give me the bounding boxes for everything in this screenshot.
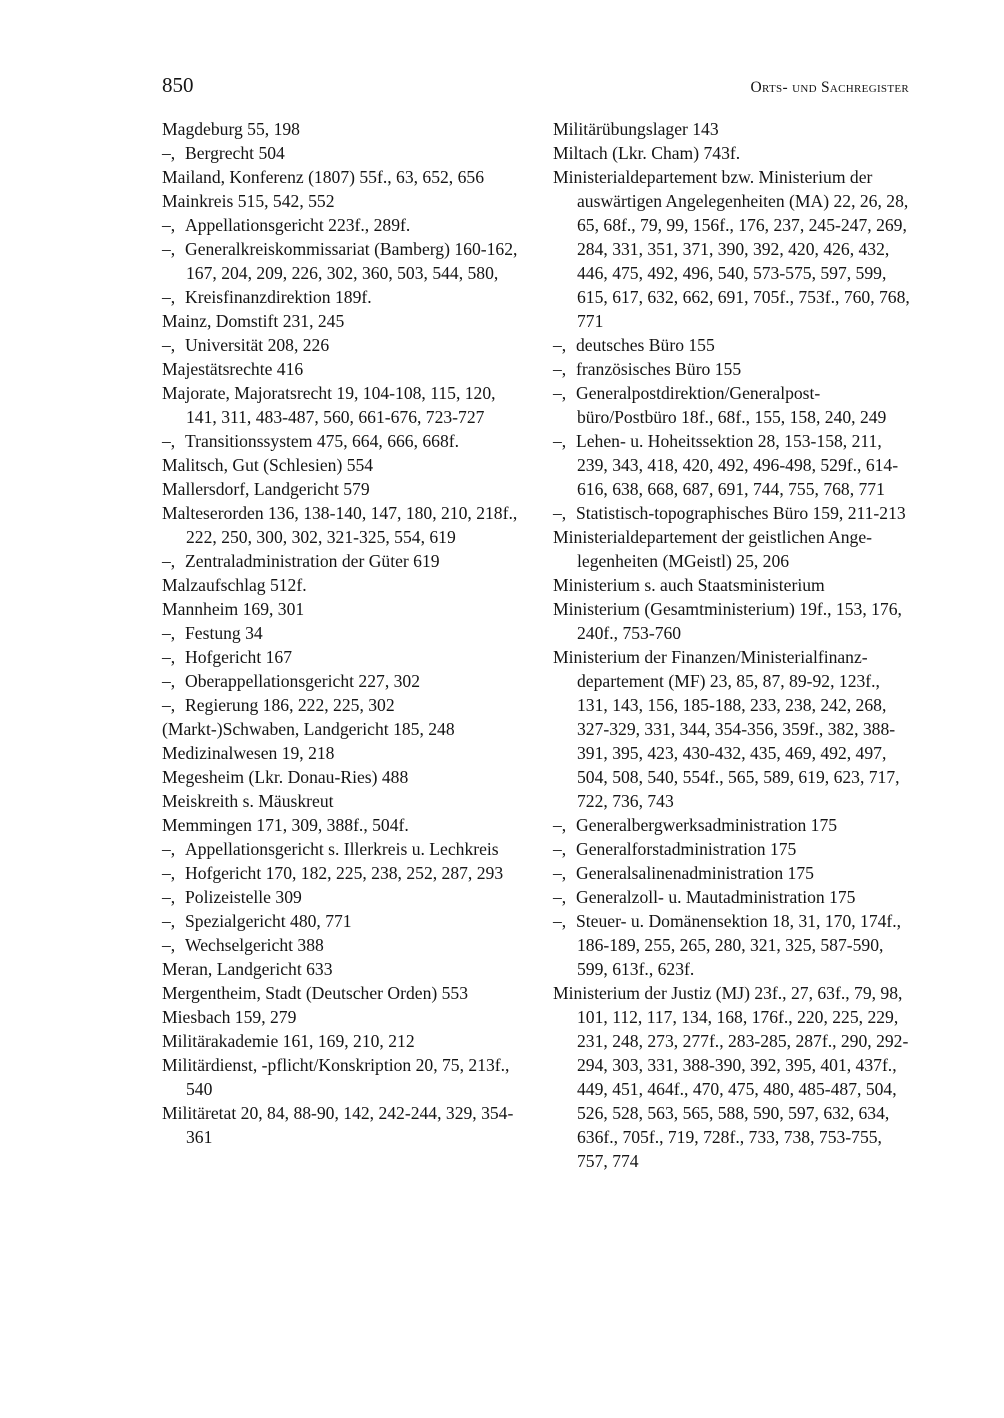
index-entry — [162, 357, 522, 381]
entry-text: Oberappellationsgericht 227, 302 — [185, 671, 421, 691]
subentry-marker: –, — [162, 839, 176, 859]
subentry-marker: –, — [162, 695, 176, 715]
subentry-marker: –, — [553, 383, 567, 403]
subentry-marker: –, — [553, 911, 567, 931]
subentry-marker: –, — [162, 143, 176, 163]
index-entry — [162, 453, 522, 477]
entry-text: Ministerium (Gesamtministerium) 19f., 153, 176, 240f., 753-760 — [553, 599, 902, 643]
index-subentry — [162, 909, 522, 933]
index-entry — [162, 477, 522, 501]
index-subentry — [162, 285, 522, 309]
index-subentry — [162, 885, 522, 909]
entry-text: Generalzoll- u. Mautadministration 175 — [576, 887, 856, 907]
subentry-marker: –, — [162, 887, 176, 907]
entry-text: Hofgericht 167 — [185, 647, 292, 667]
index-subentry — [553, 861, 915, 885]
entry-text: Lehen- u. Hoheitssektion 28, 153-158, 211, 239, 343, 418, 420, 492, 496-498, 529f., 614-616, 638, 668, 687, 691, 744, 755, 768, 771 — [576, 431, 899, 499]
subentry-marker: –, — [553, 335, 567, 355]
entry-text: Festung 34 — [185, 623, 263, 643]
subentry-marker: –, — [162, 287, 176, 307]
index-entry — [553, 981, 915, 1173]
entry-text: Majestätsrechte 416 — [162, 359, 304, 379]
index-entry — [162, 1029, 522, 1053]
subentry-marker: –, — [162, 551, 176, 571]
entry-text: Ministerialdepartement der geistlichen Ange-legenheiten (MGeistl) 25, 206 — [553, 527, 873, 571]
subentry-marker: –, — [162, 671, 176, 691]
entry-text: Ministerium der Justiz (MJ) 23f., 27, 63f., 79, 98, 101, 112, 117, 134, 168, 176f., 220, 225, 229, 231, 248, 273, 277f., 283-285, 287f., 290, 292-294, 303, 331, 388-390, 392, 395, 401, 437f., 449, 451, 464f., 470, 475, 480, 485-487, 504, 526, 528, 563, 565, 588, 590, 597, 632, 634, 636f., 705f., 719, 728f., 733, 738, 753-755, 757, 774 — [553, 983, 909, 1171]
entry-text: Generalforstadministration 175 — [576, 839, 797, 859]
index-entry — [162, 981, 522, 1005]
index-entry — [162, 381, 522, 429]
index-subentry — [553, 909, 915, 981]
entry-text: Statistisch-topographisches Büro 159, 211-213 — [576, 503, 906, 523]
index-subentry — [553, 813, 915, 837]
index-entry — [162, 573, 522, 597]
index-subentry — [162, 621, 522, 645]
index-subentry — [553, 429, 915, 501]
page-header — [162, 70, 909, 100]
entry-text: Miltach (Lkr. Cham) 743f. — [553, 143, 741, 163]
index-entry — [162, 765, 522, 789]
index-entry — [162, 309, 522, 333]
index-subentry — [162, 237, 522, 285]
entry-text: Steuer- u. Domänensektion 18, 31, 170, 174f., 186-189, 255, 265, 280, 321, 325, 587-590, 599, 613f., 623f. — [576, 911, 902, 979]
entry-text: (Markt-)Schwaben, Landgericht 185, 248 — [162, 719, 455, 739]
entry-text: Appellationsgericht s. Illerkreis u. Lechkreis — [185, 839, 499, 859]
subentry-marker: –, — [553, 431, 567, 451]
index-entry — [162, 165, 522, 189]
entry-text: Hofgericht 170, 182, 225, 238, 252, 287, 293 — [185, 863, 504, 883]
subentry-marker: –, — [553, 359, 567, 379]
index-entry — [162, 741, 522, 765]
index-entry — [162, 501, 522, 549]
entry-text: Polizeistelle 309 — [185, 887, 302, 907]
index-column-left — [162, 117, 522, 1149]
entry-text: Mergentheim, Stadt (Deutscher Orden) 553 — [162, 983, 469, 1003]
index-subentry — [553, 501, 915, 525]
subentry-marker: –, — [162, 215, 176, 235]
entry-text: Generalpostdirektion/Generalpost-büro/Postbüro 18f., 68f., 155, 158, 240, 249 — [576, 383, 887, 427]
entry-text: Meiskreith s. Mäuskreut — [162, 791, 334, 811]
entry-text: Megesheim (Lkr. Donau-Ries) 488 — [162, 767, 409, 787]
entry-text: Regierung 186, 222, 225, 302 — [185, 695, 395, 715]
entry-text: Malteserorden 136, 138-140, 147, 180, 210, 218f., 222, 250, 300, 302, 321-325, 554, 619 — [162, 503, 518, 547]
entry-text: Ministerium s. auch Staatsministerium — [553, 575, 825, 595]
subentry-marker: –, — [553, 503, 567, 523]
index-entry — [553, 597, 915, 645]
entry-text: Militärübungslager 143 — [553, 119, 719, 139]
entry-text: Transitionssystem 475, 664, 666, 668f. — [185, 431, 460, 451]
index-subentry — [162, 861, 522, 885]
entry-text: Ministerialdepartement bzw. Ministerium der auswärtigen Angelegenheiten (MA) 22, 26, 28, 65, 68f., 79, 99, 156f., 176, 237, 245-247, 269, 284, 331, 351, 371, 390, 392, 420, 426, 432, 446, 475, 492, 496, 540, 573-575, 597, 599, 615, 617, 632, 662, 691, 705f., 753f., 760, 768, 771 — [553, 167, 910, 331]
entry-text: Wechselgericht 388 — [185, 935, 324, 955]
entry-text: Miesbach 159, 279 — [162, 1007, 297, 1027]
entry-text: Bergrecht 504 — [185, 143, 285, 163]
subentry-marker: –, — [553, 815, 567, 835]
running-title: Orts- und Sachregister — [750, 79, 909, 96]
entry-text: Militäretat 20, 84, 88-90, 142, 242-244, 329, 354-361 — [162, 1103, 514, 1147]
entry-text: deutsches Büro 155 — [576, 335, 715, 355]
index-entry — [162, 813, 522, 837]
entry-text: Generalbergwerksadministration 175 — [576, 815, 838, 835]
entry-text: Spezialgericht 480, 771 — [185, 911, 352, 931]
entry-text: Generalkreiskommissariat (Bamberg) 160-162, 167, 204, 209, 226, 302, 360, 503, 544, 580, — [185, 239, 518, 283]
index-subentry — [553, 837, 915, 861]
entry-text: Memmingen 171, 309, 388f., 504f. — [162, 815, 409, 835]
index-entry — [553, 525, 915, 573]
index-subentry — [162, 549, 522, 573]
index-subentry — [162, 693, 522, 717]
entry-text: Militärdienst, -pflicht/Konskription 20, 75, 213f., 540 — [162, 1055, 510, 1099]
index-subentry — [162, 213, 522, 237]
entry-text: Magdeburg 55, 198 — [162, 119, 300, 139]
entry-text: Universität 208, 226 — [185, 335, 330, 355]
subentry-marker: –, — [162, 911, 176, 931]
entry-text: Malitsch, Gut (Schlesien) 554 — [162, 455, 374, 475]
index-subentry — [162, 669, 522, 693]
index-subentry — [553, 885, 915, 909]
index-entry — [162, 1053, 522, 1101]
index-subentry — [162, 141, 522, 165]
subentry-marker: –, — [162, 239, 176, 259]
index-entry — [162, 189, 522, 213]
index-entry — [553, 117, 915, 141]
index-entry — [162, 117, 522, 141]
entry-text: Mallersdorf, Landgericht 579 — [162, 479, 370, 499]
index-subentry — [162, 837, 522, 861]
index-entry — [553, 573, 915, 597]
index-subentry — [162, 645, 522, 669]
index-subentry — [162, 333, 522, 357]
index-entry — [553, 165, 915, 333]
entry-text: Mailand, Konferenz (1807) 55f., 63, 652, 656 — [162, 167, 484, 187]
subentry-marker: –, — [162, 647, 176, 667]
index-entry — [553, 141, 915, 165]
entry-text: Meran, Landgericht 633 — [162, 959, 333, 979]
entry-text: Malzaufschlag 512f. — [162, 575, 307, 595]
subentry-marker: –, — [553, 839, 567, 859]
entry-text: Medizinalwesen 19, 218 — [162, 743, 335, 763]
entry-text: Mainkreis 515, 542, 552 — [162, 191, 335, 211]
entry-text: Zentraladministration der Güter 619 — [185, 551, 440, 571]
entry-text: Generalsalinenadministration 175 — [576, 863, 814, 883]
entry-text: Kreisfinanzdirektion 189f. — [185, 287, 372, 307]
index-entry — [162, 789, 522, 813]
index-subentry — [553, 357, 915, 381]
index-entry — [162, 957, 522, 981]
entry-text: Majorate, Majoratsrecht 19, 104-108, 115, 120, 141, 311, 483-487, 560, 661-676, 723-727 — [162, 383, 496, 427]
page-number: 850 — [162, 73, 194, 97]
index-entry — [162, 597, 522, 621]
index-subentry — [162, 429, 522, 453]
subentry-marker: –, — [162, 935, 176, 955]
entry-text: französisches Büro 155 — [576, 359, 742, 379]
index-subentry — [553, 333, 915, 357]
entry-text: Ministerium der Finanzen/Ministerialfinanz-departement (MF) 23, 85, 87, 89-92, 123f., 131, 143, 156, 185-188, 233, 238, 242, 268, 327-329, 331, 344, 354-356, 359f., 382, 388-391, 395, 423, 430-432, 435, 469, 492, 497, 504, 508, 540, 554f., 565, 589, 619, 623, 717, 722, 736, 743 — [553, 647, 900, 811]
index-entry — [162, 717, 522, 741]
entry-text: Appellationsgericht 223f., 289f. — [185, 215, 411, 235]
entry-text: Militärakademie 161, 169, 210, 212 — [162, 1031, 415, 1051]
entry-text: Mainz, Domstift 231, 245 — [162, 311, 345, 331]
index-entry — [162, 1005, 522, 1029]
subentry-marker: –, — [162, 863, 176, 883]
entry-text: Mannheim 169, 301 — [162, 599, 305, 619]
subentry-marker: –, — [162, 431, 176, 451]
subentry-marker: –, — [553, 887, 567, 907]
index-subentry — [553, 381, 915, 429]
index-entry — [162, 1101, 522, 1149]
index-column-right — [553, 117, 915, 1173]
subentry-marker: –, — [162, 335, 176, 355]
index-entry — [553, 645, 915, 813]
subentry-marker: –, — [553, 863, 567, 883]
index-subentry — [162, 933, 522, 957]
subentry-marker: –, — [162, 623, 176, 643]
